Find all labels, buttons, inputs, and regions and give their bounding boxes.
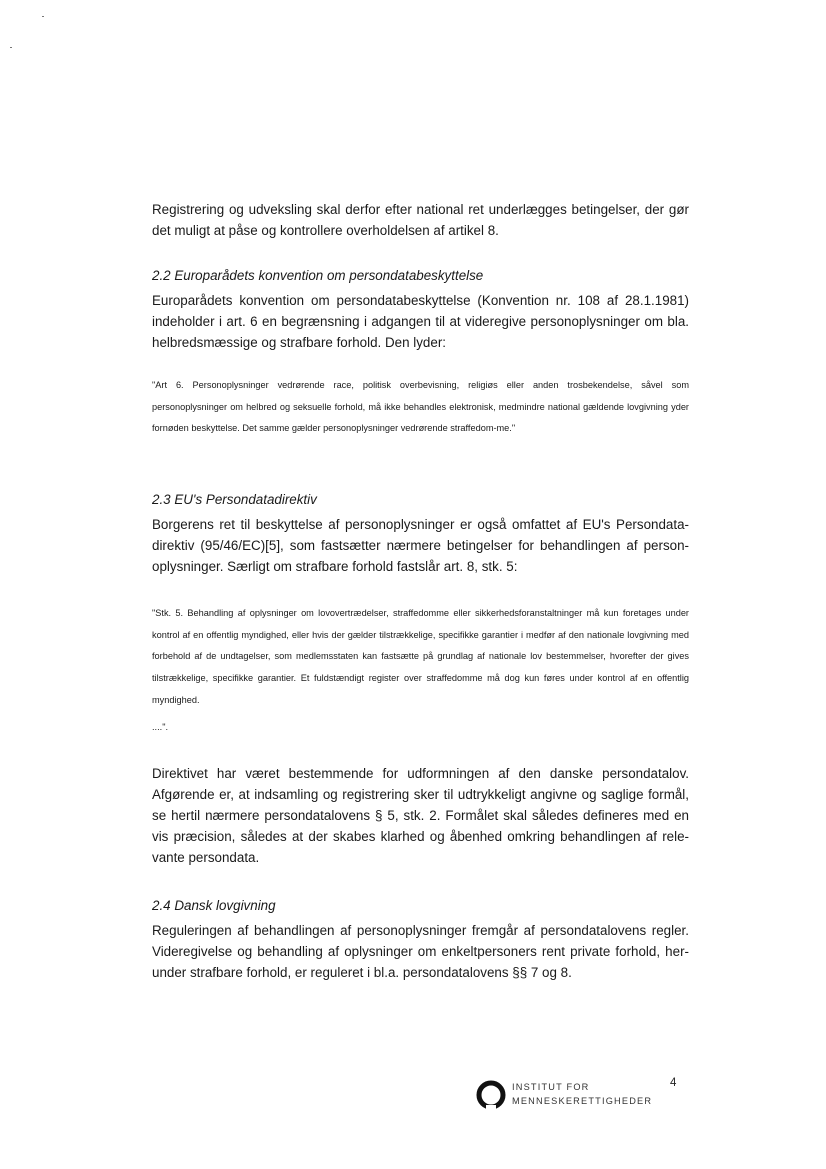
quote-art-6: "Art 6. Personoplysninger vedrørende race, politisk overbevisning, religiøs eller anden trosbekendelse, såvel som personoplysninger om helbred og seksuelle forhold, må ikke behandles elektronisk, medmindre national gældende lovgivning yder fornøden beskyttelse. Det samme gælder personoplysninger vedrørende straffedom-me." (152, 380, 689, 434)
paragraph-intro: Registrering og udveksling skal derfor efter national ret underlægges betingelser, der gør det muligt at påse og kontrollere overholdelsen af artikel 8. (152, 202, 689, 238)
quote-stk-5: "Stk. 5. Behandling af oplysninger om lovovertrædelser, straffedomme eller sikkerhedsforanstaltninger må kun foretages under kontrol af en offentlig myndighed, eller hvis der gælder tilstrækkelige, specifikke garantier i medfør af den nationale lovgivning med forbehold af de undtagelser, som medlemsstaten kan fastsætte på grundlag af nationale lov bestemmelser, hvorefter der gives tilstrækkelige, specifikke garantier. Et fuldstændigt register over straffedomme må dog kun føres under kontrol af en offentlig myndighed. (152, 608, 689, 705)
ring-logo-icon (476, 1080, 506, 1110)
section-heading-2-4: 2.4 Dansk lovgivning (152, 898, 276, 913)
paragraph-2-4: Reguleringen af behandlingen af personoplysninger fremgår af persondatalovens regler. Videregivelse og behandling af oplysninger om enkeltpersoners rent private forhold, her-under strafbare forhold, er reguleret i bl.a. persondatalovens §§ 7 og 8. (152, 923, 689, 980)
quote-stk-5-ellipsis: ....". (152, 722, 169, 732)
section-heading-2-3: 2.3 EU's Persondatadirektiv (152, 492, 317, 507)
institute-name-line2: MENNESKERETTIGHEDER (512, 1096, 653, 1106)
page-number: 4 (670, 1077, 677, 1089)
footer-institute (476, 1080, 676, 1114)
scan-speck (10, 47, 12, 48)
section-heading-2-2: 2.2 Europarådets konvention om persondatabeskyttelse (152, 268, 484, 283)
paragraph-2-3: Borgerens ret til beskyttelse af personoplysninger er også omfattet af EU's Persondata-direktiv (95/46/EC)[5], som fastsætter nærmere betingelser for behandlingen af person-oplysninger. Særligt om strafbare forhold fastslår art. 8, stk. 5: (152, 517, 689, 574)
paragraph-2-2: Europarådets konvention om persondatabeskyttelse (Konvention nr. 108 af 28.1.1981) indeholder i art. 6 en begrænsning i adgangen til at videregive personoplysninger om bla. helbredsmæssige og strafbare forhold. Den lyder: (152, 293, 689, 350)
institute-name-line1: INSTITUT FOR (512, 1082, 590, 1092)
scan-speck (42, 16, 44, 17)
paragraph-directive: Direktivet har været bestemmende for udformningen af den danske persondatalov. Afgørende er, at indsamling og registrering sker til udtrykkeligt angivne og saglige formål, se hertil nærmere persondatalovens § 5, stk. 2. Formålet skal således defineres med en vis præcision, således at der skabes klarhed og åbenhed omkring behandlingen af rele-vante persondata. (152, 766, 689, 865)
